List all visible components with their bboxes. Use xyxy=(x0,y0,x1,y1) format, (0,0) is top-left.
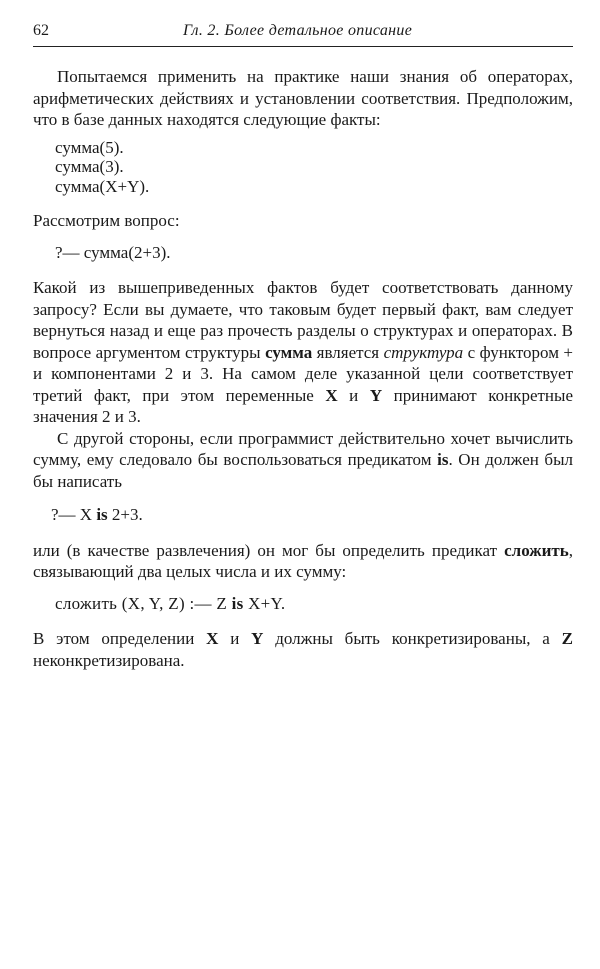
bold-y: Y xyxy=(369,385,383,405)
definition-line: сложить (X, Y, Z) :— Z is X+Y. xyxy=(55,593,286,613)
paragraph-2: Какой из вышеприведенных фактов будет соответствовать данному запросу? Если вы думаете, что таковым будет первый факт, вам следует вернуться назад и еще раз прочесть разделы о структурах и операторах. В вопросе аргументом структуры сумма является структура с функтором + и компонентами 2 и 3. На самом деле указанной цели соответствует третий факт, при этом переменные X и Y принимают конкретные значения 2 и 3. xyxy=(33,278,574,426)
page-number: 62 xyxy=(33,22,49,39)
paragraph-5: В этом определении X и Y должны быть конкретизированы, а Z неконкретизирована. xyxy=(33,629,573,670)
fact-1: сумма(5). xyxy=(55,137,124,157)
bold-summa: сумма xyxy=(265,342,313,362)
book-page xyxy=(33,22,573,671)
consider-line: Рассмотрим вопрос: xyxy=(33,211,180,230)
running-title: Гл. 2. Более детальное описание xyxy=(183,22,413,39)
paragraph-4: или (в качестве развлечения) он мог бы определить предикат сложить, связывающий два целых числа и их сумму: xyxy=(33,540,573,581)
fact-2: сумма(3). xyxy=(55,157,124,176)
paragraph-1: Попытаемся применить на практике наши знания об операторах, арифметических действиях и установлении соответствия. Предположим, что в базе данных находятся следующие факты: xyxy=(33,67,573,129)
fact-3: сумма(X+Y). xyxy=(55,176,150,196)
page-body xyxy=(33,66,573,671)
query-1: ?— сумма(2+3). xyxy=(55,242,171,262)
facts-list xyxy=(55,138,573,197)
bold-is: is xyxy=(437,450,449,469)
bold-x: X xyxy=(325,385,338,405)
paragraph-3: С другой стороны, если программист действительно хочет вычислить сумму, ему следовало бы воспользоваться предикатом is. Он должен был бы написать xyxy=(33,428,573,491)
bold-slozhit: сложить xyxy=(504,540,569,560)
page-header xyxy=(33,22,573,47)
query-2: ?— X is 2+3. xyxy=(51,505,143,524)
italic-structure: структура xyxy=(383,342,464,362)
